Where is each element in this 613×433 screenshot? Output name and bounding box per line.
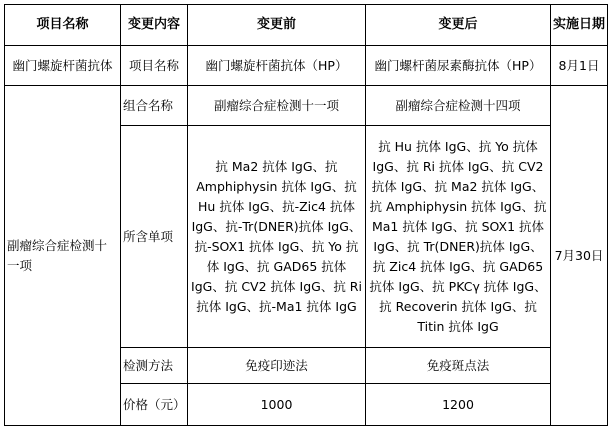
row2-items-after [366, 126, 551, 348]
row1-change-field: 项目名称 [121, 46, 188, 86]
row2-items-before [188, 126, 366, 348]
table-row [5, 86, 608, 126]
row2-price-before: 1000 [188, 384, 366, 426]
row1-project: 幽门螺旋杆菌抗体 [5, 46, 121, 86]
header-project-name: 项目名称 [5, 5, 121, 46]
header-row [5, 5, 608, 46]
change-table [4, 4, 608, 426]
table-row [5, 46, 608, 86]
row2-combo-before: 副瘤综合症检测十一项 [188, 86, 366, 126]
header-change-field: 变更内容 [121, 5, 188, 46]
header-after: 变更后 [366, 5, 551, 46]
row2-price-field: 价格（元） [121, 384, 188, 426]
row2-items-field: 所含单项 [121, 126, 188, 348]
row2-method-after: 免疫斑点法 [366, 348, 551, 384]
row1-date: 8月1日 [551, 46, 608, 86]
header-date: 实施日期 [551, 5, 608, 46]
row2-method-before: 免疫印迹法 [188, 348, 366, 384]
row2-project: 副瘤综合症检测十一项 [5, 86, 121, 426]
row2-combo-after: 副瘤综合症检测十四项 [366, 86, 551, 126]
items-after-text: 抗 Hu 抗体 IgG、抗 Yo 抗体 IgG、抗 Ri 抗体 IgG、抗 CV2 抗体 IgG、抗 Ma2 抗体 IgG、抗 Amphiphysin 抗体 IgG、抗 Ma1 抗体 IgG、抗 SOX1 抗体 IgG、抗 Tr(DNER)抗体 IgG、抗 Zic4 抗体 IgG、抗 GAD65 抗体 IgG、抗 PKCγ 抗体 IgG、抗 Recoverin 抗体 IgG、抗 Titin 抗体 IgG [369, 138, 547, 334]
row2-price-after: 1200 [366, 384, 551, 426]
row2-date: 7月30日 [551, 86, 608, 426]
header-before: 变更前 [188, 5, 366, 46]
items-before-text: 抗 Ma2 抗体 IgG、抗 Amphiphysin 抗体 IgG、抗 Hu 抗体 IgG、抗-Zic4 抗体 IgG、抗-Tr(DNER)抗体 IgG、抗-SOX1 抗体 IgG、抗 Yo 抗体 IgG、抗 GAD65 抗体 IgG、抗 CV2 抗体 IgG、抗 Ri 抗体 IgG、抗-Ma1 抗体 IgG [191, 158, 362, 314]
row2-combo-field: 组合名称 [121, 86, 188, 126]
row1-before: 幽门螺旋杆菌抗体（HP） [188, 46, 366, 86]
row1-after: 幽门螺杆菌尿素酶抗体（HP） [366, 46, 551, 86]
row2-method-field: 检测方法 [121, 348, 188, 384]
